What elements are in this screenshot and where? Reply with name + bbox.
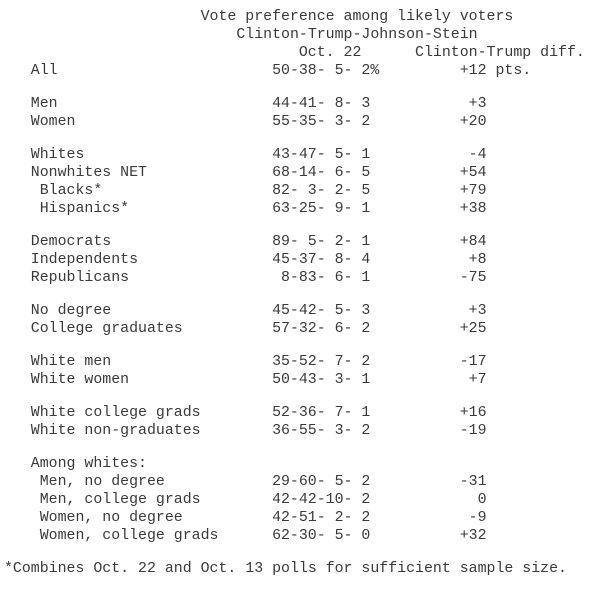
row-label: Women, no degree [39,510,183,526]
row-label: White non-graduates [30,423,201,439]
row-diff: -31 [459,474,487,490]
row-label: White college grads [30,405,201,421]
table-title-line1: Vote preference among likely voters [200,9,514,25]
table-row [4,182,600,200]
table-row [4,302,600,320]
row-values: 29-60- 5- 2 [272,474,371,490]
table-row [4,269,600,287]
row-values: 36-55- 3- 2 [272,423,371,439]
table-row [4,404,600,422]
table-row [4,251,600,269]
table-body [4,62,600,545]
row-values: 82- 3- 2- 5 [272,183,371,199]
row-label: Hispanics* [39,201,130,217]
section-spacer [4,218,600,233]
table-row [4,473,600,491]
table-row [4,422,600,440]
table-row [4,164,600,182]
row-values: 55-35- 3- 2 [272,114,371,130]
row-label: Blacks* [39,183,103,199]
row-values: 50-43- 3- 1 [272,372,371,388]
row-diff: +16 [459,405,487,421]
row-diff: +38 [459,201,487,217]
row-values: 50-38- 5- 2% [272,63,380,79]
row-diff: +12 [459,63,487,79]
row-label: White women [30,372,130,388]
row-label: White men [30,354,112,370]
row-values: 52-36- 7- 1 [272,405,371,421]
column-header-diff: Clinton-Trump diff. [415,45,585,61]
section-spacer [4,545,600,560]
row-label: Independents [30,252,139,268]
section-spacer [4,389,600,404]
row-label: Men, college grads [39,492,201,508]
group-heading-row [4,455,600,473]
table-title-line2: Clinton-Trump-Johnson-Stein [236,27,478,43]
row-values: 62-30- 5- 0 [272,528,371,544]
row-label: No degree [30,303,112,319]
section-spacer [4,131,600,146]
row-label: All [30,63,58,79]
section-spacer [4,80,600,95]
footnote: *Combines Oct. 22 and Oct. 13 polls for sufficient sample size. [4,561,567,577]
row-label: Men, no degree [39,474,165,490]
row-diff: -19 [459,423,487,439]
row-diff: +3 [468,303,487,319]
row-diff: +20 [459,114,487,130]
row-diff: +84 [459,234,487,250]
row-diff: +8 [468,252,487,268]
row-label: Nonwhites NET [30,165,147,181]
table-row [4,146,600,164]
row-values: 8-83- 6- 1 [272,270,371,286]
row-values: 68-14- 6- 5 [272,165,371,181]
row-diff: -17 [459,354,487,370]
row-values: 44-41- 8- 3 [272,96,371,112]
row-diff: +32 [459,528,487,544]
row-diff: +7 [468,372,487,388]
row-diff: +25 [459,321,487,337]
row-label: Whites [30,147,85,163]
row-label: Women [30,114,76,130]
row-values: 42-51- 2- 2 [272,510,371,526]
row-values: 57-32- 6- 2 [272,321,371,337]
column-header-row [4,44,600,62]
row-diff: +79 [459,183,487,199]
table-row [4,320,600,338]
table-row [4,113,600,131]
table-row [4,95,600,113]
row-values: 42-42-10- 2 [272,492,371,508]
row-values: 63-25- 9- 1 [272,201,371,217]
group-heading-label: Among whites: [30,456,147,472]
row-diff: +3 [468,96,487,112]
row-values: 89- 5- 2- 1 [272,234,371,250]
row-label: College graduates [30,321,183,337]
row-values: 45-42- 5- 3 [272,303,371,319]
row-diff: -4 [468,147,487,163]
row-diff: 0 [477,492,487,508]
row-diff-suffix: pts. [495,63,532,79]
section-spacer [4,338,600,353]
table-row [4,371,600,389]
table-row [4,527,600,545]
column-header-poll-date: Oct. 22 [298,45,362,61]
table-row [4,491,600,509]
table-row [4,200,600,218]
section-spacer [4,287,600,302]
row-label: Democrats [30,234,112,250]
row-values: 43-47- 5- 1 [272,147,371,163]
table-row [4,233,600,251]
row-values: 45-37- 8- 4 [272,252,371,268]
row-diff: -9 [468,510,487,526]
row-values: 35-52- 7- 2 [272,354,371,370]
table-row [4,62,600,80]
table-row [4,353,600,371]
row-label: Republicans [30,270,130,286]
row-diff: +54 [459,165,487,181]
table-row [4,509,600,527]
row-label: Women, college grads [39,528,219,544]
row-label: Men [30,96,58,112]
section-spacer [4,440,600,455]
row-diff: -75 [459,270,487,286]
